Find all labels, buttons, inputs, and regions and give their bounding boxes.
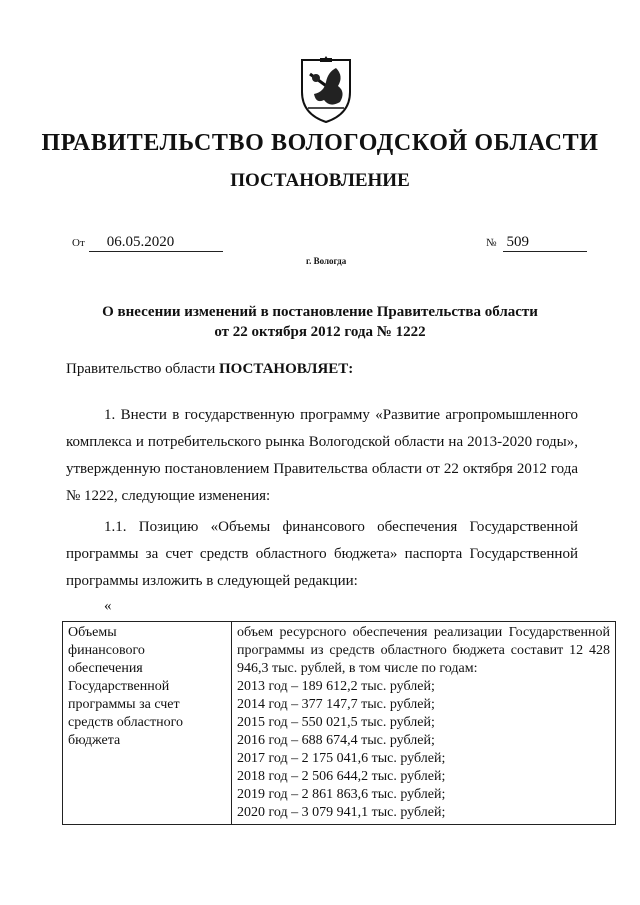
- year-amount: 2015 год – 550 021,5 тыс. рублей;: [237, 715, 435, 730]
- intro-paragraph: [66, 356, 578, 383]
- year-amount: 2016 год – 688 674,4 тыс. рублей;: [237, 733, 435, 748]
- year-amount: 2019 год – 2 861 863,6 тыс. рублей;: [237, 787, 446, 802]
- label-line: обеспечения: [68, 661, 143, 676]
- year-amount: 2018 год – 2 506 644,2 тыс. рублей;: [237, 769, 446, 784]
- quote-open: «: [104, 598, 112, 614]
- financing-table: [62, 621, 616, 825]
- number-label: №: [486, 237, 497, 249]
- intro-prefix: Правительство области: [66, 361, 219, 377]
- year-amount: 2013 год – 189 612,2 тыс. рублей;: [237, 679, 435, 694]
- label-line: бюджета: [68, 733, 121, 748]
- intro-decree: ПОСТАНОВЛЯЕТ:: [218, 361, 354, 377]
- coat-of-arms-icon: [296, 52, 356, 124]
- label-line: средств областного: [68, 715, 184, 730]
- date-label: От: [72, 237, 85, 249]
- table-cell-value: [232, 622, 616, 825]
- document-number: [486, 234, 587, 252]
- document-subject: [0, 302, 640, 342]
- subject-line-2: от 22 октября 2012 года № 1222: [214, 324, 426, 340]
- label-line: Объемы: [68, 625, 117, 640]
- year-amount: 2020 год – 3 079 941,1 тыс. рублей;: [237, 805, 446, 820]
- financing-summary: объем ресурсного обеспечения реализации Государственной программы из средств областного бюджета составит 12 428 946,3 тыс. рублей, в том числе по годам:: [237, 625, 610, 676]
- date-value: 06.05.2020: [89, 234, 223, 252]
- year-amount: 2014 год – 377 147,7 тыс. рублей;: [237, 697, 435, 712]
- city: г. Вологда: [306, 256, 347, 266]
- table-cell-label: [63, 622, 232, 825]
- label-line: финансового: [68, 643, 145, 658]
- year-amount: 2017 год – 2 175 041,6 тыс. рублей;: [237, 751, 446, 766]
- table-row: [63, 622, 616, 825]
- document-date: [72, 234, 223, 252]
- document-type: ПОСТАНОВЛЕНИЕ: [230, 170, 410, 191]
- subject-line-1: О внесении изменений в постановление Правительства области: [102, 304, 538, 320]
- number-value: 509: [503, 234, 587, 252]
- government-title: ПРАВИТЕЛЬСТВО ВОЛОГОДСКОЙ ОБЛАСТИ: [41, 130, 599, 156]
- paragraph-1-1: 1.1. Позицию «Объемы финансового обеспечения Государственной программы за счет средств областного бюджета» паспорта Государственной программы изложить в следующей редакции:: [66, 519, 578, 589]
- paragraph-1: 1. Внести в государственную программу «Развитие агропромышленного комплекса и потребительского рынка Вологодской области на 2013-2020 годы», утвержденную постановлением Правительства области от 22 октября 2012 года № 1222, следующие изменения:: [66, 407, 578, 504]
- label-line: программы за счет: [68, 697, 180, 712]
- label-line: Государственной: [68, 679, 170, 694]
